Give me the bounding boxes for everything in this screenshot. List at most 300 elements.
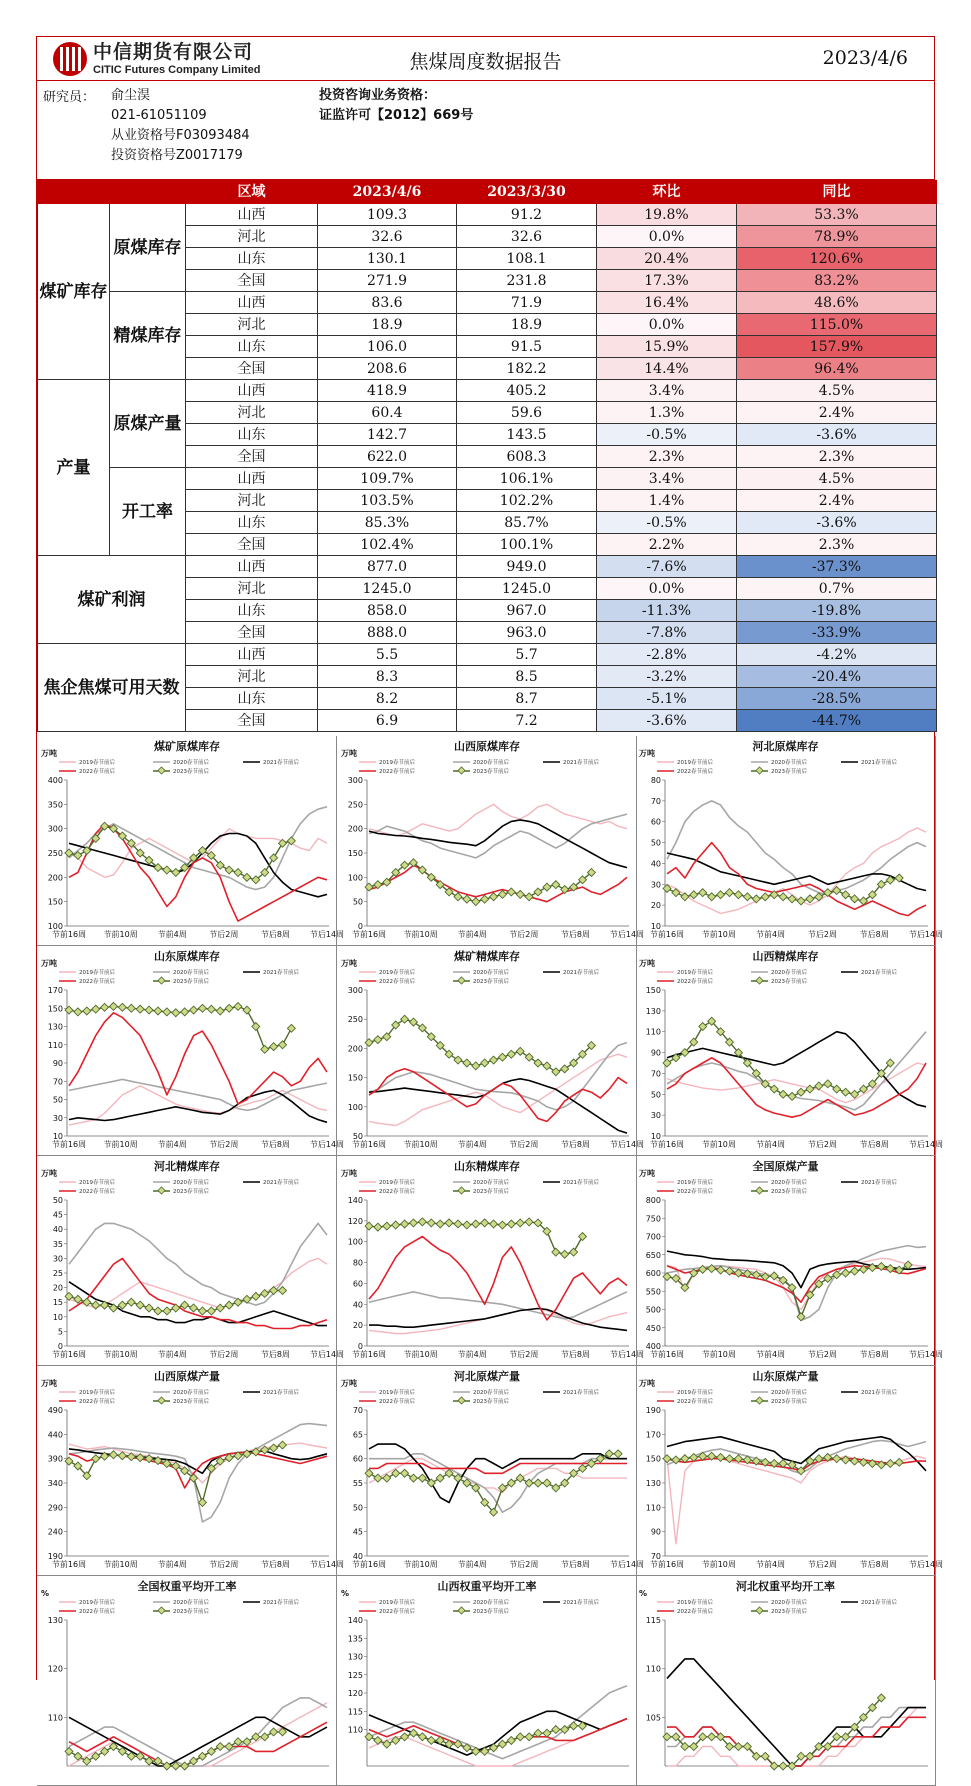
data-point — [436, 1474, 444, 1482]
previous-value: 108.1 — [457, 248, 597, 270]
data-point — [824, 889, 832, 897]
legend-label: 2023春节前后 — [771, 1189, 807, 1195]
legend-label: 2020春节前后 — [473, 970, 509, 976]
legend-label: 2023春节前后 — [173, 979, 209, 985]
yoy-change: 120.6% — [737, 248, 937, 270]
x-tick-label: 节后8周 — [560, 1140, 590, 1149]
data-point — [279, 1441, 287, 1449]
region-cell: 河北 — [186, 666, 318, 688]
researcher-license-2: 投资资格号Z0017179 — [111, 148, 243, 163]
region-cell: 河北 — [186, 314, 318, 336]
y-tick-label: 0 — [357, 922, 363, 931]
y-tick-label: 450 — [645, 1323, 661, 1333]
chart-svg — [337, 1156, 645, 1366]
legend-marker — [158, 1397, 165, 1404]
data-point — [365, 1469, 373, 1477]
series-line-2023春节前后 — [667, 1021, 890, 1096]
data-point — [779, 1090, 787, 1098]
previous-value: 59.6 — [457, 402, 597, 424]
y-tick-label: 70 — [352, 1406, 363, 1415]
series-line-2020春节前后 — [69, 1424, 327, 1522]
x-tick-label: 节后2周 — [807, 1560, 837, 1569]
region-cell: 山东 — [186, 600, 318, 622]
current-value: 102.4% — [318, 534, 457, 556]
previous-value: 32.6 — [457, 226, 597, 248]
chart-svg — [635, 946, 944, 1156]
data-point — [409, 1219, 417, 1227]
data-point — [851, 895, 859, 903]
y-tick-label: 70 — [52, 1077, 63, 1087]
chart-title: 河北权重平均开工率 — [736, 1580, 835, 1593]
current-value: 142.7 — [318, 424, 457, 446]
data-point — [172, 868, 180, 876]
previous-value: 91.5 — [457, 336, 597, 358]
previous-value: 100.1% — [457, 534, 597, 556]
report-title: 焦煤周度数据报告 — [409, 51, 562, 73]
yoy-change: 4.5% — [737, 468, 937, 490]
region-cell: 全国 — [186, 534, 318, 556]
data-point — [463, 1059, 471, 1067]
chart-title: 河北原煤库存 — [752, 740, 819, 753]
y-tick-label: 40 — [352, 1300, 363, 1310]
data-point — [842, 1269, 850, 1277]
y-tick-label: 10 — [650, 922, 661, 931]
previous-value: 102.2% — [457, 490, 597, 512]
data-point — [216, 1304, 224, 1312]
y-tick-label: 130 — [47, 1616, 63, 1625]
data-point — [761, 893, 769, 901]
data-point — [418, 1733, 426, 1741]
data-point — [579, 1464, 587, 1472]
data-point — [561, 1065, 569, 1073]
data-point — [614, 1450, 622, 1458]
legend-label: 2020春节前后 — [771, 1600, 807, 1606]
yoy-change: 4.5% — [737, 380, 937, 402]
y-tick-label: 400 — [47, 776, 63, 785]
data-point — [199, 1004, 207, 1012]
y-tick-label: 170 — [645, 1430, 661, 1440]
region-cell: 山西 — [186, 204, 318, 226]
data-point — [463, 1221, 471, 1229]
data-point — [199, 1307, 207, 1315]
y-tick-label: 150 — [47, 1004, 63, 1014]
data-point — [181, 1762, 189, 1770]
data-point — [374, 1036, 382, 1044]
data-point — [74, 1295, 82, 1303]
data-point — [225, 866, 233, 874]
data-point — [198, 1752, 206, 1760]
data-point — [92, 1455, 100, 1463]
legend-label: 2023春节前后 — [173, 1399, 209, 1405]
chart-unit: 万吨 — [341, 1379, 357, 1388]
wow-change: 1.4% — [597, 490, 737, 512]
data-point — [860, 1085, 868, 1093]
analyst-info — [37, 81, 934, 180]
x-tick-label: 节后2周 — [209, 1560, 239, 1569]
legend-label: 2019春节前后 — [79, 1180, 115, 1186]
series-line-2021春节前后 — [667, 1032, 926, 1107]
y-tick-label: 120 — [347, 1216, 363, 1226]
chart-7 — [37, 1156, 345, 1366]
data-point — [181, 1008, 189, 1016]
wow-change: -3.2% — [597, 666, 737, 688]
series-line-2020春节前后 — [667, 1032, 926, 1110]
y-tick-label: 50 — [352, 1132, 363, 1141]
x-tick-label: 节前16周 — [351, 1350, 387, 1359]
x-tick-label: 节前16周 — [649, 1350, 685, 1359]
data-point — [270, 1728, 278, 1736]
x-tick-label: 节后14周 — [609, 930, 645, 939]
data-point — [401, 1469, 409, 1477]
previous-value: 8.5 — [457, 666, 597, 688]
legend-label: 2020春节前后 — [771, 1390, 807, 1396]
col-header-current: 2023/4/6 — [318, 181, 457, 204]
table-header-row — [38, 181, 937, 204]
yoy-change: 2.3% — [737, 446, 937, 468]
chart-unit: % — [341, 1589, 350, 1598]
previous-value: 963.0 — [457, 622, 597, 644]
legend-marker — [458, 1397, 465, 1404]
data-point — [261, 1289, 269, 1297]
previous-value: 967.0 — [457, 600, 597, 622]
x-tick-label: 节前4周 — [756, 1140, 786, 1149]
legend-label: 2023春节前后 — [473, 1609, 509, 1615]
wow-change: 0.0% — [597, 314, 737, 336]
data-point — [561, 886, 569, 894]
data-point — [534, 1479, 542, 1487]
qualification-title: 投资咨询业务资格： — [319, 88, 437, 103]
x-tick-label: 节后14周 — [908, 1350, 944, 1359]
data-point — [163, 1307, 171, 1315]
data-point — [552, 1248, 560, 1256]
x-tick-label: 节前10周 — [701, 930, 736, 939]
chart-4 — [37, 946, 345, 1156]
chart-svg — [337, 946, 645, 1156]
data-point — [472, 1220, 480, 1228]
x-tick-label: 节前4周 — [157, 1350, 187, 1359]
previous-value: 231.8 — [457, 270, 597, 292]
legend-label: 2019春节前后 — [379, 1390, 415, 1396]
wow-change: -0.5% — [597, 424, 737, 446]
yoy-change: 2.4% — [737, 402, 937, 424]
y-tick-label: 700 — [645, 1232, 661, 1242]
region-cell: 山西 — [186, 380, 318, 402]
y-tick-label: 100 — [47, 922, 63, 931]
current-value: 60.4 — [318, 402, 457, 424]
series-line-2019春节前后 — [369, 1309, 627, 1334]
x-tick-label: 节前16周 — [351, 930, 387, 939]
y-tick-label: 30 — [52, 1113, 63, 1123]
y-tick-label: 40 — [650, 859, 661, 869]
subgroup-label: 精煤库存 — [110, 292, 186, 380]
chart-title: 山东原煤产量 — [752, 1370, 819, 1383]
wow-change: 2.3% — [597, 446, 737, 468]
data-point — [83, 1298, 91, 1306]
chart-svg — [337, 1366, 645, 1576]
legend-label: 2019春节前后 — [677, 1180, 713, 1186]
legend-marker — [756, 977, 763, 984]
chart-unit: 万吨 — [639, 1379, 655, 1388]
y-tick-label: 125 — [347, 1670, 363, 1680]
y-tick-label: 750 — [645, 1214, 661, 1224]
data-point — [365, 1733, 373, 1741]
data-point — [401, 1220, 409, 1228]
wow-change: 20.4% — [597, 248, 737, 270]
data-point — [65, 1747, 73, 1755]
y-tick-label: 115 — [645, 1616, 661, 1625]
y-tick-label: 50 — [352, 1503, 363, 1513]
data-point — [136, 1301, 144, 1309]
chart-title: 山东精煤库存 — [454, 1160, 520, 1173]
y-tick-label: 40 — [352, 1552, 363, 1561]
y-tick-label: 110 — [47, 1713, 63, 1723]
region-cell: 山西 — [186, 556, 318, 578]
data-point — [74, 1008, 82, 1016]
x-tick-label: 节前16周 — [649, 1560, 685, 1569]
y-tick-label: 350 — [47, 800, 63, 810]
data-point — [481, 1219, 489, 1227]
data-point — [279, 1287, 287, 1295]
wow-change: -5.1% — [597, 688, 737, 710]
series-line-2021春节前后 — [667, 853, 926, 891]
data-point — [454, 893, 462, 901]
previous-value: 85.7% — [457, 512, 597, 534]
data-point — [779, 893, 787, 901]
data-point — [708, 893, 716, 901]
y-tick-label: 50 — [52, 1196, 63, 1205]
legend-label: 2020春节前后 — [173, 1600, 209, 1606]
data-point — [481, 895, 489, 903]
legend-label: 2019春节前后 — [677, 970, 713, 976]
researcher-license-1: 从业资格号F03093484 — [111, 128, 250, 143]
x-tick-label: 节前4周 — [157, 930, 187, 939]
chart-unit: 万吨 — [41, 1379, 57, 1388]
legend-label: 2019春节前后 — [79, 970, 115, 976]
y-tick-label: 130 — [645, 1006, 661, 1016]
series-line-2021春节前后 — [369, 1309, 627, 1331]
y-tick-label: 20 — [52, 1283, 63, 1293]
region-cell: 山东 — [186, 688, 318, 710]
current-value: 1245.0 — [318, 578, 457, 600]
legend-label: 2022春节前后 — [677, 769, 713, 775]
legend-marker — [158, 977, 165, 984]
series-line-2022春节前后 — [667, 1717, 926, 1766]
data-point — [454, 1056, 462, 1064]
x-tick-label: 节后2周 — [807, 1350, 837, 1359]
data-point — [243, 873, 251, 881]
legend-label: 2019春节前后 — [379, 1600, 415, 1606]
y-tick-label: 800 — [645, 1196, 661, 1205]
legend-label: 2021春节前后 — [263, 1390, 299, 1396]
region-cell: 山东 — [186, 512, 318, 534]
current-value: 83.6 — [318, 292, 457, 314]
chart-3 — [635, 736, 944, 946]
legend-label: 2023春节前后 — [173, 1609, 209, 1615]
x-tick-label: 节前4周 — [756, 1560, 786, 1569]
wow-change: -0.5% — [597, 512, 737, 534]
data-point — [234, 869, 242, 877]
y-tick-label: 150 — [645, 1454, 661, 1464]
chart-unit: % — [639, 1589, 648, 1598]
x-tick-label: 节后8周 — [560, 1560, 590, 1569]
chart-title: 山东原煤库存 — [154, 950, 220, 963]
data-point — [543, 1062, 551, 1070]
data-point — [507, 1737, 515, 1745]
legend-label: 2020春节前后 — [173, 1390, 209, 1396]
chart-2 — [337, 736, 645, 946]
x-tick-label: 节后8周 — [260, 1350, 290, 1359]
data-point — [507, 1220, 515, 1228]
chart-8 — [337, 1156, 645, 1366]
current-value: 18.9 — [318, 314, 457, 336]
wow-change: 0.0% — [597, 578, 737, 600]
yoy-change: 83.2% — [737, 270, 937, 292]
region-cell: 河北 — [186, 226, 318, 248]
legend-label: 2020春节前后 — [771, 1180, 807, 1186]
x-tick-label: 节前10周 — [701, 1350, 736, 1359]
data-point — [110, 1002, 118, 1010]
legend-label: 2023春节前后 — [771, 1609, 807, 1615]
x-tick-label: 节前16周 — [51, 1140, 87, 1149]
group-label: 煤矿库存 — [38, 204, 110, 380]
x-tick-label: 节前4周 — [457, 930, 487, 939]
chart-unit: 万吨 — [639, 1169, 655, 1178]
series-line-2020春节前后 — [369, 1292, 627, 1319]
legend-label: 2021春节前后 — [861, 1600, 897, 1606]
y-tick-label: 290 — [47, 1503, 63, 1513]
data-point — [797, 1088, 805, 1096]
chart-10 — [37, 1366, 345, 1576]
data-point — [207, 1005, 215, 1013]
data-point — [410, 1729, 418, 1737]
y-tick-label: 100 — [347, 1102, 363, 1112]
data-point — [383, 1222, 391, 1230]
data-point — [454, 1220, 462, 1228]
series-line-2022春节前后 — [69, 824, 327, 921]
y-tick-label: 0 — [57, 1342, 63, 1351]
yoy-change: -33.9% — [737, 622, 937, 644]
current-value: 130.1 — [318, 248, 457, 270]
previous-value: 5.7 — [457, 644, 597, 666]
data-point — [110, 1451, 118, 1459]
wow-change: -7.6% — [597, 556, 737, 578]
x-tick-label: 节后2周 — [509, 930, 539, 939]
data-point — [851, 1090, 859, 1098]
y-tick-label: 135 — [347, 1634, 363, 1644]
wow-change: 16.4% — [597, 292, 737, 314]
legend-label: 2023春节前后 — [173, 769, 209, 775]
legend-label: 2020春节前后 — [473, 1390, 509, 1396]
data-point — [663, 1059, 671, 1067]
y-tick-label: 300 — [347, 776, 363, 785]
current-value: 6.9 — [318, 710, 457, 732]
y-tick-label: 250 — [47, 849, 63, 858]
chart-15 — [635, 1576, 936, 1786]
data-point — [401, 1733, 409, 1741]
legend-label: 2020春节前后 — [473, 760, 509, 766]
y-tick-label: 50 — [352, 897, 363, 907]
previous-value: 1245.0 — [457, 578, 597, 600]
legend-label: 2022春节前后 — [79, 1189, 115, 1195]
y-tick-label: 390 — [47, 1454, 63, 1464]
series-line-2021春节前后 — [369, 1711, 627, 1755]
data-point — [163, 1008, 171, 1016]
table-row — [38, 292, 937, 314]
data-point — [516, 1047, 524, 1055]
data-point — [717, 1453, 725, 1461]
y-tick-label: 110 — [645, 1027, 661, 1037]
chart-svg — [635, 736, 944, 946]
x-tick-label: 节后2周 — [509, 1140, 539, 1149]
region-cell: 全国 — [186, 710, 318, 732]
data-point — [270, 1287, 278, 1295]
legend-marker — [158, 1607, 165, 1614]
legend-marker — [756, 1607, 763, 1614]
y-tick-label: 150 — [47, 897, 63, 907]
data-point — [779, 1762, 787, 1770]
chart-unit: 万吨 — [341, 959, 357, 968]
legend-label: 2021春节前后 — [563, 970, 599, 976]
data-point — [552, 1068, 560, 1076]
data-point — [83, 1007, 91, 1015]
x-tick-label: 节后14周 — [908, 930, 944, 939]
chart-title: 河北精煤库存 — [154, 1160, 220, 1173]
y-tick-label: 55 — [352, 1479, 363, 1488]
series-line-2022春节前后 — [369, 1237, 627, 1320]
x-tick-label: 节后2周 — [807, 1140, 837, 1149]
data-point — [534, 1729, 542, 1737]
data-point — [851, 1267, 859, 1275]
previous-value: 71.9 — [457, 292, 597, 314]
legend-label: 2021春节前后 — [861, 1180, 897, 1186]
yoy-change: -37.3% — [737, 556, 937, 578]
qualification-number: 证监许可【2012】669号 — [319, 108, 474, 123]
chart-9 — [635, 1156, 944, 1366]
data-point — [190, 1304, 198, 1312]
data-point — [252, 1023, 260, 1031]
data-point — [552, 881, 560, 889]
legend-marker — [458, 1187, 465, 1194]
legend-marker — [158, 767, 165, 774]
region-cell: 全国 — [186, 270, 318, 292]
data-point — [498, 1740, 506, 1748]
y-tick-label: 340 — [47, 1479, 63, 1488]
data-point — [216, 1007, 224, 1015]
wow-change: 19.8% — [597, 204, 737, 226]
data-point — [490, 1220, 498, 1228]
chart-title: 煤矿精煤库存 — [454, 950, 520, 963]
x-tick-label: 节后14周 — [309, 1350, 345, 1359]
wow-change: 1.3% — [597, 402, 737, 424]
y-tick-label: 150 — [347, 849, 363, 858]
data-point — [516, 890, 524, 898]
x-tick-label: 节后14周 — [609, 1350, 645, 1359]
data-point — [410, 1474, 418, 1482]
chart-svg — [37, 736, 345, 946]
legend-marker — [756, 1187, 763, 1194]
y-tick-label: 140 — [347, 1196, 363, 1205]
x-tick-label: 节后2周 — [807, 930, 837, 939]
data-point — [365, 1039, 373, 1047]
data-point — [172, 1304, 180, 1312]
col-header-region: 区域 — [186, 181, 318, 204]
data-point — [181, 1301, 189, 1309]
data-point — [516, 1219, 524, 1227]
legend-label: 2021春节前后 — [861, 1390, 897, 1396]
y-tick-label: 170 — [47, 986, 63, 995]
legend-label: 2023春节前后 — [473, 979, 509, 985]
y-tick-label: 130 — [347, 1652, 363, 1662]
